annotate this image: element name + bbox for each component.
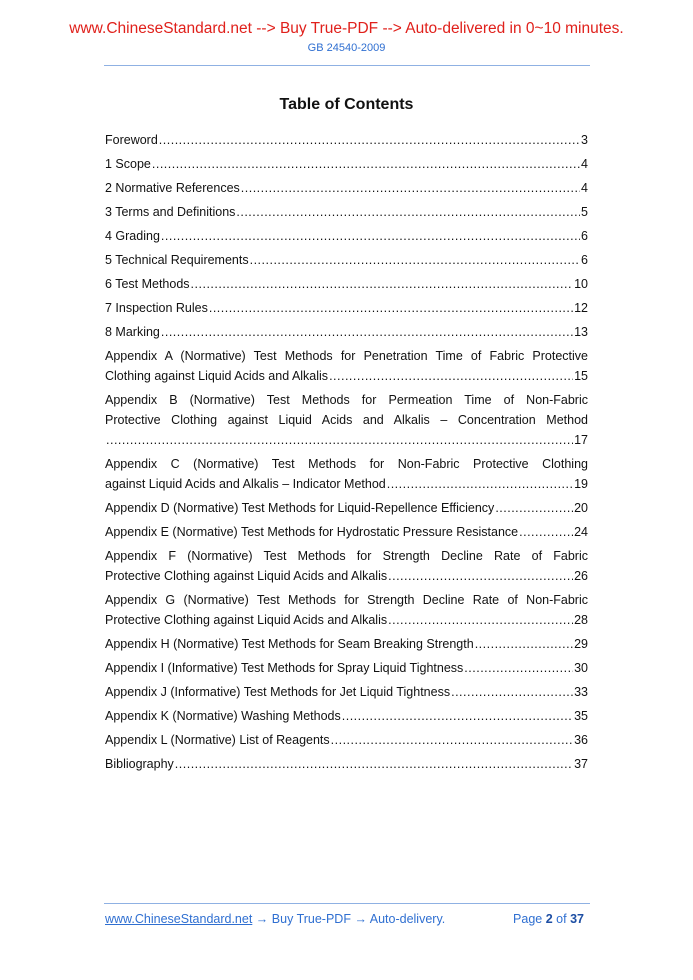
toc-page-number: 30 — [574, 661, 588, 675]
toc-entry[interactable] — [105, 178, 588, 198]
page-label: Page — [513, 912, 543, 926]
toc-page-number: 29 — [574, 637, 588, 651]
dot-leader — [451, 682, 573, 702]
toc-entry-text: 4 Grading — [105, 229, 160, 243]
toc-entry[interactable] — [105, 322, 588, 342]
dot-leader — [191, 274, 574, 294]
toc-page-number: 15 — [574, 369, 588, 383]
toc-page-number: 28 — [574, 613, 588, 627]
toc-entry-text: Appendix A (Normative) Test Methods for Penetration Time of Fabric Protective — [105, 349, 588, 363]
page-indicator — [513, 912, 584, 926]
dot-leader — [495, 498, 573, 518]
toc-entry[interactable] — [105, 634, 588, 654]
toc-page-number: 5 — [581, 205, 588, 219]
toc-entry-text: 3 Terms and Definitions — [105, 205, 236, 219]
dot-leader — [236, 202, 580, 222]
toc-entry[interactable] — [105, 546, 588, 586]
dot-leader — [250, 250, 580, 270]
dot-leader — [475, 634, 573, 654]
footer-divider — [104, 903, 590, 904]
toc-entry-text: Protective Clothing against Liquid Acids and Alkalis — [105, 613, 388, 627]
toc-entry[interactable] — [105, 590, 588, 630]
toc-entry[interactable] — [105, 682, 588, 702]
header-divider — [104, 65, 590, 66]
toc-entry-text: Appendix L (Normative) List of Reagents — [105, 733, 330, 747]
dot-leader — [329, 366, 573, 386]
arrow-icon: → — [255, 912, 269, 926]
toc-entry-text: Protective Clothing against Liquid Acids and Alkalis – Concentration Method — [105, 413, 588, 427]
dot-leader — [175, 754, 573, 774]
toc-page-number: 17 — [574, 433, 588, 447]
dot-leader — [342, 706, 573, 726]
toc-entry-text: 8 Marking — [105, 325, 160, 339]
toc-entry-text: Foreword — [105, 133, 158, 147]
toc-page-number: 37 — [574, 757, 588, 771]
toc-entry-text: Appendix D (Normative) Test Methods for Liquid-Repellence Efficiency — [105, 501, 495, 515]
toc-entry[interactable] — [105, 202, 588, 222]
page-number: 2 — [545, 912, 553, 926]
toc-entry-text: Appendix C (Normative) Test Methods for Non-Fabric Protective Clothing — [105, 457, 588, 471]
toc-entry-text: against Liquid Acids and Alkalis – Indicator Method — [105, 477, 386, 491]
dot-leader — [106, 430, 573, 450]
toc-entry[interactable] — [105, 346, 588, 386]
dot-leader — [161, 322, 573, 342]
toc-entry[interactable] — [105, 730, 588, 750]
footer-delivery-text: Auto-delivery. — [369, 912, 446, 926]
dot-leader — [388, 566, 573, 586]
toc-entry-text: Protective Clothing against Liquid Acids and Alkalis — [105, 569, 388, 583]
toc-page-number: 36 — [574, 733, 588, 747]
toc-entry[interactable] — [105, 522, 588, 542]
toc-entry[interactable] — [105, 250, 588, 270]
standard-code: GB 24540-2009 — [307, 42, 386, 54]
toc-page-number: 10 — [574, 277, 588, 291]
toc-entry[interactable] — [105, 274, 588, 294]
toc-entry-text: Appendix E (Normative) Test Methods for Hydrostatic Pressure Resistance — [105, 525, 519, 539]
toc-entry[interactable] — [105, 154, 588, 174]
toc-entry-text: 7 Inspection Rules — [105, 301, 208, 315]
toc-entry-text: Appendix G (Normative) Test Methods for Strength Decline Rate of Non-Fabric — [105, 593, 588, 607]
toc-entry-text: 6 Test Methods — [105, 277, 190, 291]
toc-page-number: 4 — [581, 157, 588, 171]
toc-page-number: 19 — [574, 477, 588, 491]
dot-leader — [161, 226, 580, 246]
header-banner[interactable]: www.ChineseStandard.net --> Buy True-PDF --> Auto-delivered in 0~10 minutes. — [69, 20, 624, 37]
toc-entry-text: Clothing against Liquid Acids and Alkalis — [105, 369, 329, 383]
footer-site-link[interactable]: www.ChineseStandard.net — [105, 912, 253, 926]
toc-entry-text: Appendix H (Normative) Test Methods for Seam Breaking Strength — [105, 637, 474, 651]
toc-page-number: 3 — [581, 133, 588, 147]
toc-entry-text: Appendix J (Informative) Test Methods for Jet Liquid Tightness — [105, 685, 451, 699]
toc-entry-text: Bibliography — [105, 757, 174, 771]
toc-page-number: 13 — [574, 325, 588, 339]
toc-entry-text: 5 Technical Requirements — [105, 253, 249, 267]
toc-entry[interactable] — [105, 226, 588, 246]
toc-entry-text: 1 Scope — [105, 157, 151, 171]
toc-page-number: 33 — [574, 685, 588, 699]
dot-leader — [388, 610, 573, 630]
toc-page-number: 6 — [581, 253, 588, 267]
toc-entry[interactable] — [105, 454, 588, 494]
dot-leader — [519, 522, 573, 542]
toc-entry[interactable] — [105, 130, 588, 150]
toc-entry[interactable] — [105, 658, 588, 678]
dot-leader — [152, 154, 580, 174]
toc-page-number: 6 — [581, 229, 588, 243]
toc-entry-text: Appendix I (Informative) Test Methods for Spray Liquid Tightness — [105, 661, 464, 675]
toc-entry-text: Appendix K (Normative) Washing Methods — [105, 709, 341, 723]
dot-leader — [209, 298, 573, 318]
table-of-contents — [105, 130, 588, 778]
arrow-icon: → — [354, 912, 367, 926]
footer-buy-text: Buy True-PDF — [271, 912, 351, 926]
toc-entry[interactable] — [105, 706, 588, 726]
dot-leader — [387, 474, 573, 494]
toc-title: Table of Contents — [279, 96, 414, 113]
toc-entry-text: Appendix F (Normative) Test Methods for Strength Decline Rate of Fabric — [105, 549, 588, 563]
footer-links — [105, 912, 445, 926]
toc-entry[interactable] — [105, 390, 588, 450]
toc-page-number: 12 — [574, 301, 588, 315]
toc-page-number: 35 — [574, 709, 588, 723]
toc-entry-text: 2 Normative References — [105, 181, 240, 195]
toc-page-number: 4 — [581, 181, 588, 195]
dot-leader — [159, 130, 580, 150]
dot-leader — [331, 730, 573, 750]
toc-page-number: 20 — [574, 501, 588, 515]
total-pages: 37 — [570, 912, 584, 926]
of-label: of — [556, 912, 567, 926]
toc-entry-text: Appendix B (Normative) Test Methods for Permeation Time of Non-Fabric — [105, 393, 588, 407]
dot-leader — [241, 178, 580, 198]
toc-entry[interactable] — [105, 754, 588, 774]
toc-entry[interactable] — [105, 298, 588, 318]
toc-page-number: 24 — [574, 525, 588, 539]
dot-leader — [464, 658, 573, 678]
toc-page-number: 26 — [574, 569, 588, 583]
toc-entry[interactable] — [105, 498, 588, 518]
